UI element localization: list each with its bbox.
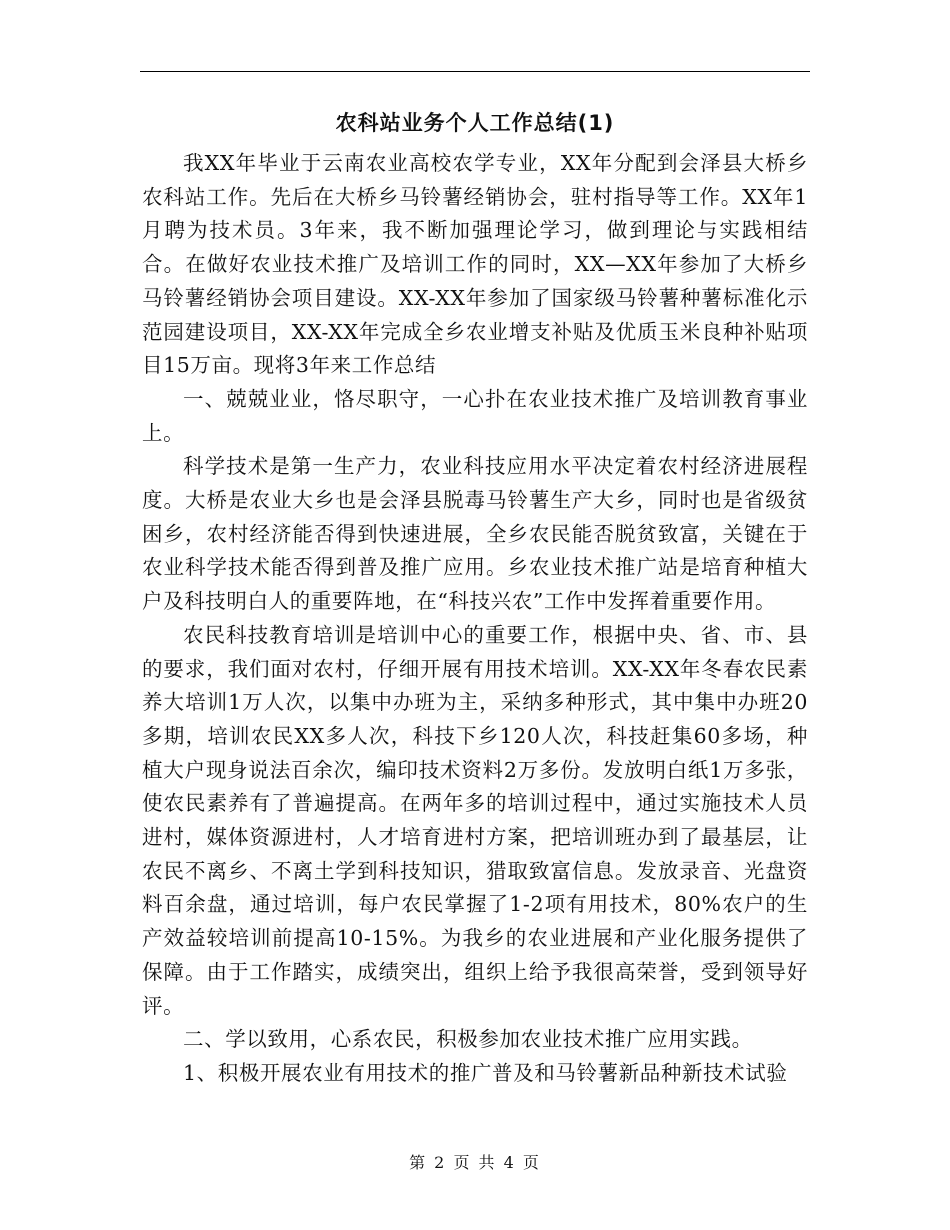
paragraph-intro: 我XX年毕业于云南农业高校农学专业，XX年分配到会泽县大桥乡农科站工作。先后在大桥乡马铃薯经销协会，驻村指导等工作。XX年1月聘为技术员。3年来，我不断加强理论学习，做到理论与实践相结合。在做好农业技术推广及培训工作的同时，XX—XX年参加了大桥乡马铃薯经销协会项目建设。XX-XX年参加了国家级马铃薯种薯标准化示范园建设项目，XX-XX年完成全乡农业增支补贴及优质玉米良种补贴项目15万亩。现将3年来工作总结: [142, 151, 808, 378]
section-heading-1: 一、兢兢业业，恪尽职守，一心扑在农业技术推广及培训教育事业上。: [142, 386, 808, 445]
document-body: [142, 147, 808, 1091]
paragraph-training: 农民科技教育培训是培训中心的重要工作，根据中央、省、市、县的要求，我们面对农村，仔细开展有用技术培训。XX-XX年冬春农民素养大培训1万人次，以集中办班为主，采纳多种形式，其中集中办班20多期，培训农民XX多人次，科技下乡120人次，科技赶集60多场，种植大户现身说法百余次，编印技术资料2万多份。发放明白纸1万多张，使农民素养有了普遍提高。在两年多的培训过程中，通过实施技术人员进村，媒体资源进村，人才培育进村方案，把培训班办到了最基层，让农民不离乡、不离土学到科技知识，猎取致富信息。发放录音、光盘资料百余盘，通过培训，每户农民掌握了1-2项有用技术，80%农户的生产效益较培训前提高10-15%。为我乡的农业进展和产业化服务提供了保障。由于工作踏实，成绩突出，组织上给予我很高荣誉，受到领导好评。: [142, 622, 808, 1018]
header-rule: [140, 71, 810, 72]
document-title: 农科站业务个人工作总结(1): [335, 111, 615, 135]
paragraph-science-tech: 科学技术是第一生产力，农业科技应用水平决定着农村经济进展程度。大桥是农业大乡也是会泽县脱毒马铃薯生产大乡，同时也是省级贫困乡，农村经济能否得到快速进展，全乡农民能否脱贫致富，关键在于农业科学技术能否得到普及推广应用。乡农业技术推广站是培育种植大户及科技明白人的重要阵地，在“科技兴农”工作中发挥着重要作用。: [142, 454, 808, 614]
paragraph-item-1: 1、积极开展农业有用技术的推广普及和马铃薯新品种新技术试验: [183, 1060, 788, 1085]
section-heading-2: 二、学以致用，心系农民，积极参加农业技术推广应用实践。: [183, 1027, 753, 1052]
page-number: 第 2 页 共 4 页: [409, 1153, 541, 1172]
